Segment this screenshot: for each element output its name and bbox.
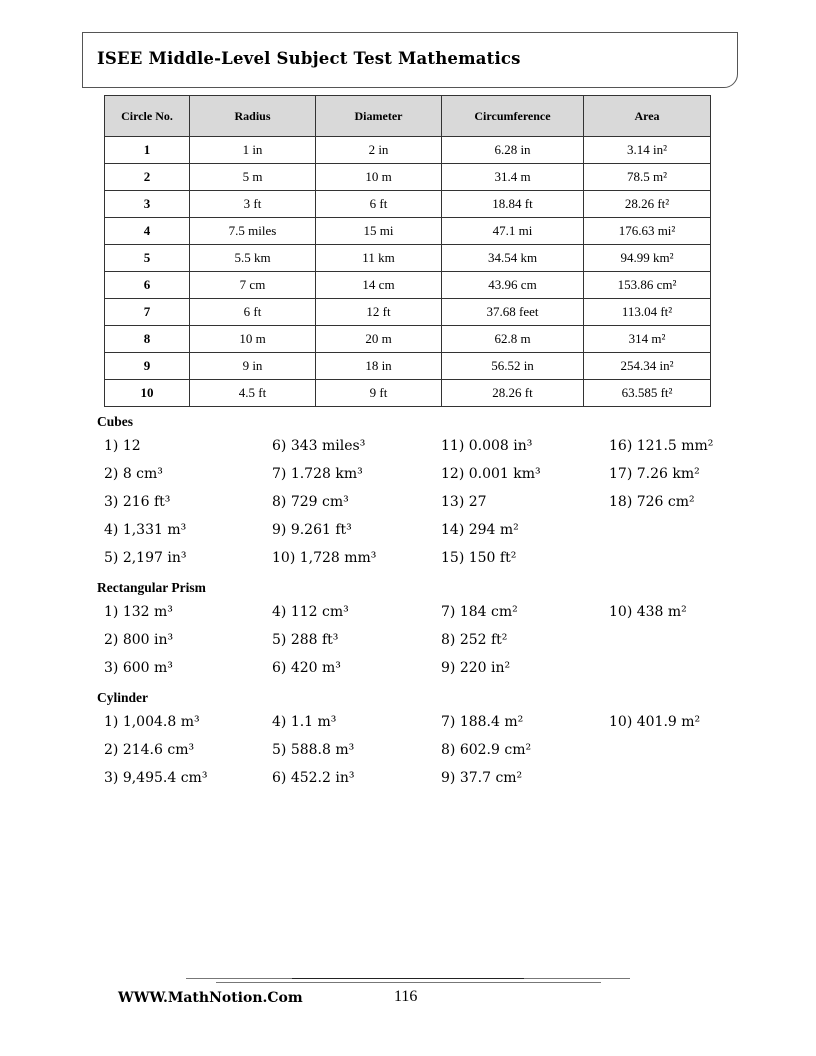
- table-cell: 20 m: [316, 326, 442, 353]
- answer-item: 11) 0.008 in³: [441, 438, 533, 454]
- answer-item: 4) 1.1 m³: [272, 714, 337, 730]
- answer-item: 1) 1,004.8 m³: [104, 714, 200, 730]
- header-radius: Radius: [190, 96, 316, 137]
- table-row: [105, 299, 711, 326]
- answer-item: 1) 132 m³: [104, 604, 173, 620]
- answer-item: 4) 112 cm³: [272, 604, 349, 620]
- table-row: [105, 380, 711, 407]
- table-cell: 153.86 cm²: [584, 272, 711, 299]
- table-cell: 18.84 ft: [442, 191, 584, 218]
- answer-item: 2) 214.6 cm³: [104, 742, 195, 758]
- answer-item: 16) 121.5 mm²: [609, 438, 714, 454]
- answer-item: 3) 600 m³: [104, 660, 173, 676]
- answer-item: 1) 12: [104, 438, 141, 454]
- table-cell: 47.1 mi: [442, 218, 584, 245]
- header-diameter: Diameter: [316, 96, 442, 137]
- table-cell: 113.04 ft²: [584, 299, 711, 326]
- table-cell: 7.5 miles: [190, 218, 316, 245]
- section-title-cubes: Cubes: [97, 414, 134, 429]
- table-cell: 28.26 ft: [442, 380, 584, 407]
- table-row: [105, 191, 711, 218]
- table-cell: 6: [105, 272, 190, 299]
- header-box: [82, 32, 738, 88]
- answer-item: 8) 252 ft²: [441, 632, 508, 648]
- table-cell: 2 in: [316, 137, 442, 164]
- answer-item: 7) 184 cm²: [441, 604, 518, 620]
- table-cell: 14 cm: [316, 272, 442, 299]
- footer-website: WWW.MathNotion.Com: [118, 990, 303, 1006]
- table-cell: 78.5 m²: [584, 164, 711, 191]
- answer-item: 17) 7.26 km²: [609, 466, 700, 482]
- answer-item: 4) 1,331 m³: [104, 522, 187, 538]
- page-title: ISEE Middle-Level Subject Test Mathematics: [97, 49, 521, 68]
- answer-item: 10) 401.9 m²: [609, 714, 701, 730]
- table-row: [105, 218, 711, 245]
- answer-item: 9) 9.261 ft³: [272, 522, 352, 538]
- page-number: 116: [394, 988, 418, 1005]
- table-row: [105, 164, 711, 191]
- table-cell: 7 cm: [190, 272, 316, 299]
- table-cell: 4.5 ft: [190, 380, 316, 407]
- table-cell: 15 mi: [316, 218, 442, 245]
- header-circumference: Circumference: [442, 96, 584, 137]
- table-cell: 5.5 km: [190, 245, 316, 272]
- table-cell: 31.4 m: [442, 164, 584, 191]
- answer-item: 13) 27: [441, 494, 487, 510]
- header-area: Area: [584, 96, 711, 137]
- section-title-rectangular-prism: Rectangular Prism: [97, 580, 206, 595]
- table-cell: 1 in: [190, 137, 316, 164]
- answer-item: 6) 420 m³: [272, 660, 341, 676]
- answer-item: 3) 216 ft³: [104, 494, 171, 510]
- table-cell: 10: [105, 380, 190, 407]
- header-circle-no: Circle No.: [105, 96, 190, 137]
- circle-table: [104, 95, 711, 407]
- table-cell: 28.26 ft²: [584, 191, 711, 218]
- table-cell: 10 m: [190, 326, 316, 353]
- table-cell: 43.96 cm: [442, 272, 584, 299]
- answer-item: 8) 602.9 cm²: [441, 742, 532, 758]
- table-cell: 2: [105, 164, 190, 191]
- answer-item: 12) 0.001 km³: [441, 466, 541, 482]
- answer-item: 3) 9,495.4 cm³: [104, 770, 208, 786]
- table-cell: 1: [105, 137, 190, 164]
- table-cell: 11 km: [316, 245, 442, 272]
- table-cell: 254.34 in²: [584, 353, 711, 380]
- table-header-row: [105, 96, 711, 137]
- table-cell: 56.52 in: [442, 353, 584, 380]
- answer-item: 18) 726 cm²: [609, 494, 695, 510]
- table-cell: 18 in: [316, 353, 442, 380]
- table-row: [105, 272, 711, 299]
- table-cell: 6 ft: [316, 191, 442, 218]
- answer-item: 2) 800 in³: [104, 632, 174, 648]
- answer-item: 5) 288 ft³: [272, 632, 339, 648]
- table-cell: 94.99 km²: [584, 245, 711, 272]
- table-cell: 3: [105, 191, 190, 218]
- table-cell: 5 m: [190, 164, 316, 191]
- answer-item: 9) 220 in²: [441, 660, 511, 676]
- answer-item: 6) 343 miles³: [272, 438, 366, 454]
- table-cell: 3.14 in²: [584, 137, 711, 164]
- table-cell: 6.28 in: [442, 137, 584, 164]
- answer-item: 5) 2,197 in³: [104, 550, 187, 566]
- table-cell: 314 m²: [584, 326, 711, 353]
- table-cell: 5: [105, 245, 190, 272]
- answer-item: 10) 1,728 mm³: [272, 550, 377, 566]
- table-row: [105, 326, 711, 353]
- answer-item: 14) 294 m²: [441, 522, 519, 538]
- table-row: [105, 137, 711, 164]
- table-cell: 6 ft: [190, 299, 316, 326]
- answer-item: 7) 188.4 m²: [441, 714, 524, 730]
- table-cell: 37.68 feet: [442, 299, 584, 326]
- table-cell: 12 ft: [316, 299, 442, 326]
- answer-item: 6) 452.2 in³: [272, 770, 355, 786]
- answer-item: 15) 150 ft²: [441, 550, 517, 566]
- table-row: [105, 353, 711, 380]
- answer-item: 10) 438 m²: [609, 604, 687, 620]
- answer-item: 7) 1.728 km³: [272, 466, 363, 482]
- table-cell: 10 m: [316, 164, 442, 191]
- table-cell: 63.585 ft²: [584, 380, 711, 407]
- section-title-cylinder: Cylinder: [97, 690, 149, 705]
- table-cell: 9 in: [190, 353, 316, 380]
- table-cell: 34.54 km: [442, 245, 584, 272]
- table-cell: 62.8 m: [442, 326, 584, 353]
- answer-item: 9) 37.7 cm²: [441, 770, 523, 786]
- table-cell: 176.63 mi²: [584, 218, 711, 245]
- table-cell: 4: [105, 218, 190, 245]
- table-cell: 3 ft: [190, 191, 316, 218]
- table-cell: 9: [105, 353, 190, 380]
- answer-item: 8) 729 cm³: [272, 494, 349, 510]
- answer-item: 2) 8 cm³: [104, 466, 163, 482]
- table-cell: 7: [105, 299, 190, 326]
- table-row: [105, 245, 711, 272]
- table-cell: 9 ft: [316, 380, 442, 407]
- table-cell: 8: [105, 326, 190, 353]
- answer-item: 5) 588.8 m³: [272, 742, 355, 758]
